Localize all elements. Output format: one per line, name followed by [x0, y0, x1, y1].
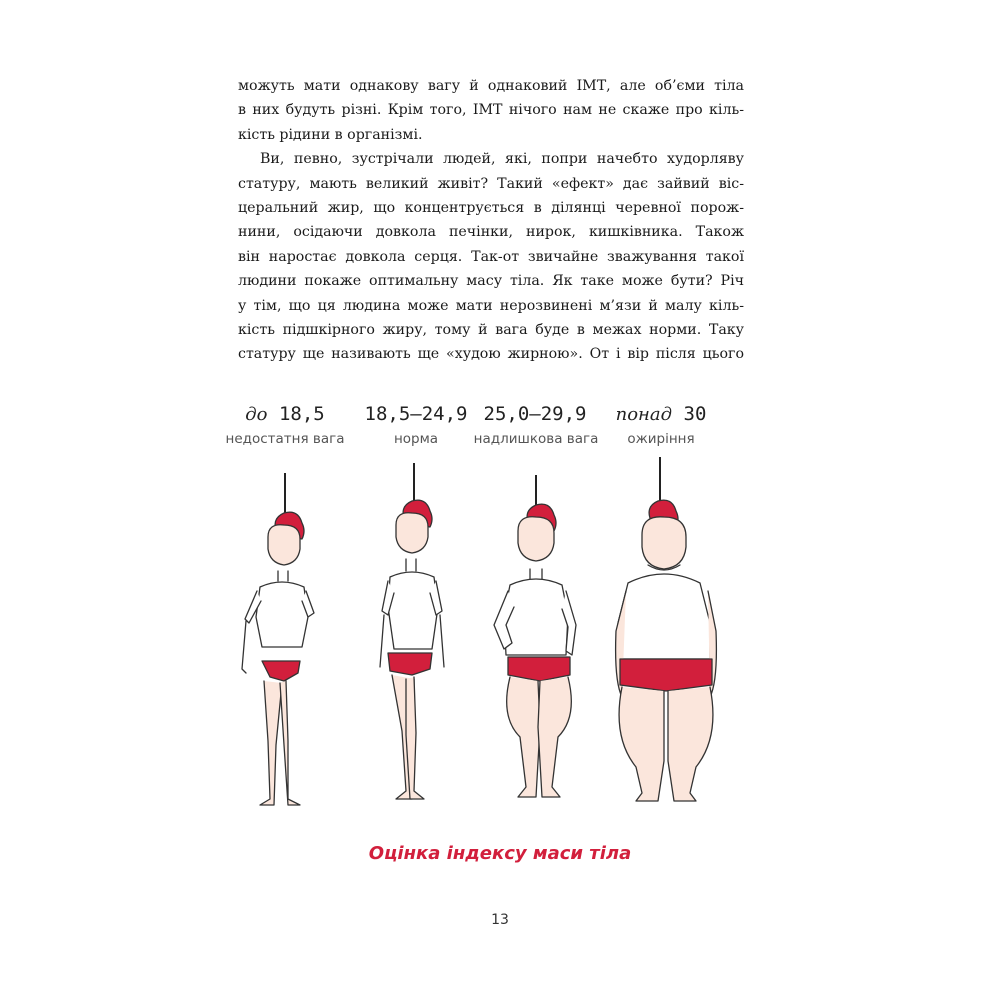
text-line: людини покаже оптимальну масу тіла. Як таке може бути? Річ [238, 273, 744, 290]
text-line: можуть мати однакову вагу й однаковий ІМТ, але об’єми тіла [238, 78, 744, 94]
text-line: церальний жир, що концентрується в ділянці черевної порож- [238, 199, 744, 216]
text-line: нини, осідаючи довкола печінки, нирок, кишківника. Також [238, 224, 744, 241]
figure-overweight [494, 504, 576, 797]
text-line: статуру ще називають ще «худою жирною». От і вір після цього [238, 346, 744, 363]
text-line: статуру, мають великий живіт? Такий «ефект» дає зайвий віс- [238, 175, 744, 192]
figure-underweight [242, 512, 314, 805]
bmi-prefix: понад [615, 404, 673, 425]
bmi-illustration [200, 395, 780, 825]
body-figures [200, 395, 780, 825]
page-number: 13 [491, 912, 509, 928]
text-line: він наростає довкола серця. Так-от звичайне зважування такої [238, 248, 744, 265]
text-line: кість підшкірного жиру, тому й вага буде в межах норми. Таку [238, 321, 744, 338]
bmi-category-label: надлишкова вага [473, 431, 599, 447]
body-text [238, 74, 744, 367]
bmi-category-label: ожиріння [627, 431, 695, 447]
bmi-prefix: до [245, 404, 268, 425]
text-line: в них будуть різні. Крім того, ІМТ нічого нам не скаже про кіль- [238, 102, 744, 119]
bmi-range-value: 25,0–29,9 [483, 403, 587, 425]
text-line: у тім, що ця людина може мати нерозвинені м’язи й малу кіль- [238, 297, 744, 314]
bmi-category-label: норма [393, 431, 439, 447]
text-line: кість рідини в організмі. [238, 126, 423, 143]
figure-caption: Оцінка індексу маси тіла [368, 843, 632, 864]
figure-normal [380, 500, 444, 799]
bmi-category-label: недостатня вага [225, 431, 345, 447]
bmi-range-value: 30 [683, 403, 707, 425]
bmi-range-value: 18,5–24,9 [364, 403, 468, 425]
text-line: Ви, певно, зустрічали людей, які, попри начебто худорляву [260, 151, 744, 168]
figure-obese [616, 500, 717, 801]
bmi-range-value: 18,5 [278, 403, 325, 425]
